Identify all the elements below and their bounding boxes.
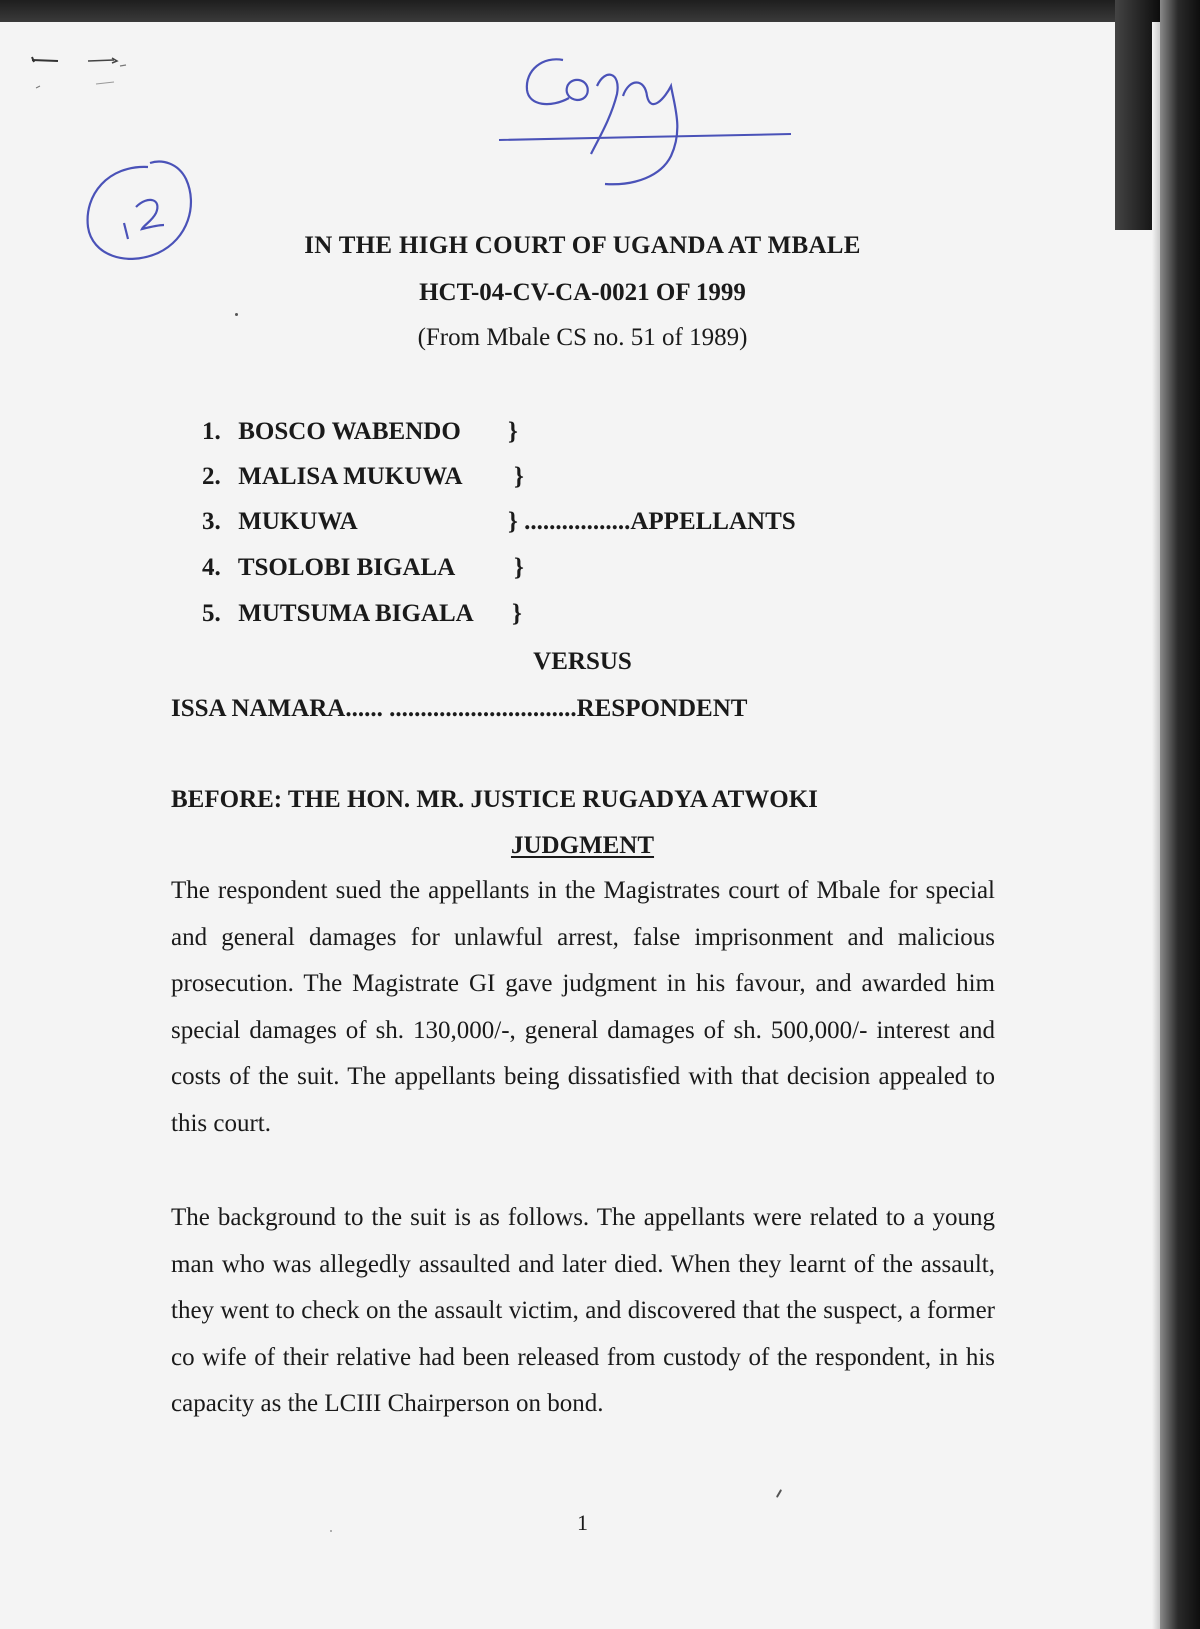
judgment-heading: JUDGMENT: [510, 832, 655, 859]
coram-line: BEFORE: THE HON. MR. JUSTICE RUGADYA ATWOKI: [171, 786, 818, 813]
appellant-3: 3. MUKUWA: [202, 508, 358, 535]
appellants-label: } .................APPELLANTS: [508, 508, 796, 535]
case-number: HCT-04-CV-CA-0021 OF 1999: [419, 279, 746, 306]
appellant-name: BOSCO WABENDO: [238, 418, 461, 445]
appellant-name: MUKUWA: [238, 508, 358, 535]
brace: }: [508, 418, 518, 445]
page-number: 1: [577, 1510, 588, 1535]
appellant-2: 2. MALISA MUKUWA: [202, 463, 463, 490]
appellant-name: TSOLOBI BIGALA: [237, 554, 456, 581]
appellant-name: MALISA MUKUWA: [238, 463, 463, 490]
appellant-4: 4. TSOLOBI BIGALA: [202, 554, 456, 581]
appellant-1: 1. BOSCO WABENDO: [202, 418, 461, 445]
stray-ink-marks: [28, 48, 138, 93]
scan-speck: [235, 313, 238, 316]
appellant-name: MUTSUMA BIGALA: [238, 600, 474, 627]
body-paragraph-1: The respondent sued the appellants in the Magistrates court of Mbale for special and general damages for unlawful arrest, false imprisonment and malicious prosecution. The Magistrate GI gave judgment in his favour, and awarded him special damages of sh. 130,000/-, general damages of sh. 500,000/- interest and costs of the suit. The appellants being dissatisfied with that decision appealed to this court.: [171, 877, 995, 1137]
scan-edge-top: [0, 0, 1200, 22]
brace: }: [512, 600, 522, 627]
brace: }: [514, 463, 524, 490]
brace: }: [514, 554, 524, 581]
handwritten-copy-mark: [495, 38, 805, 193]
scan-speck: [776, 1489, 782, 1498]
appellant-5: 5. MUTSUMA BIGALA: [202, 600, 474, 627]
scan-edge-right: [1160, 0, 1200, 1629]
respondent-line: ISSA NAMARA...... ..............................RESPONDENT: [171, 695, 748, 722]
body-paragraph-2: The background to the suit is as follows. The appellants were related to a young man who was allegedly assaulted and later died. When they learnt of the assault, they went to check on the assault victim, and discovered that the suspect, a former co wife of their relative had been released from custody of the respondent, in his capacity as the LCIII Chairperson on bond.: [171, 1204, 995, 1417]
paper-edge-shadow: [1152, 22, 1160, 1629]
case-origin: (From Mbale CS no. 51 of 1989): [417, 324, 748, 351]
versus-label: VERSUS: [533, 648, 632, 675]
court-heading: IN THE HIGH COURT OF UGANDA AT MBALE: [304, 232, 861, 259]
